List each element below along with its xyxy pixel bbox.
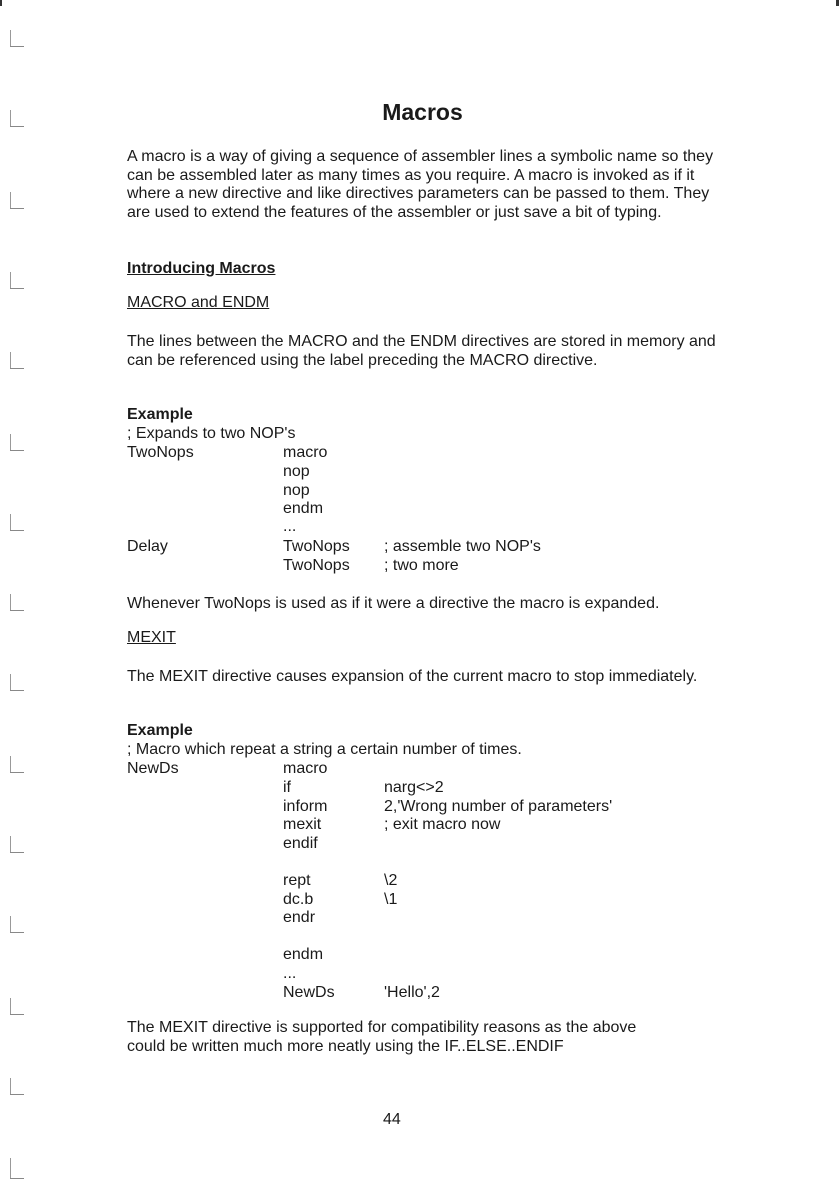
code-arg: ; assemble two NOP's bbox=[384, 538, 541, 555]
mexit-description: The MEXIT directive causes expansion of the current macro to stop immediately. bbox=[127, 668, 698, 685]
code-op: rept bbox=[283, 872, 311, 889]
code-op: NewDs bbox=[283, 984, 335, 1001]
code-comment: ; Expands to two NOP's bbox=[127, 425, 296, 442]
code-op: mexit bbox=[283, 816, 322, 833]
code-comment: ; Macro which repeat a string a certain number of times. bbox=[127, 741, 522, 758]
page-title: Macros bbox=[382, 99, 463, 125]
code-op: TwoNops bbox=[283, 538, 350, 555]
code-label: TwoNops bbox=[127, 444, 194, 461]
example-label: Example bbox=[127, 722, 193, 739]
code-op: macro bbox=[283, 760, 328, 777]
code-arg: 'Hello',2 bbox=[384, 984, 440, 1001]
macro-endm-subheading: MACRO and ENDM bbox=[127, 294, 270, 311]
page-number: 44 bbox=[383, 1111, 401, 1128]
code-op: endm bbox=[283, 500, 324, 517]
code-op: endif bbox=[283, 835, 318, 852]
code-op: macro bbox=[283, 444, 328, 461]
code-label: Delay bbox=[127, 538, 168, 555]
mexit-subheading: MEXIT bbox=[127, 629, 176, 646]
code-op: nop bbox=[283, 463, 310, 480]
code-op: inform bbox=[283, 798, 328, 815]
code-op: TwoNops bbox=[283, 557, 350, 574]
macro-endm-after: Whenever TwoNops is used as if it were a directive the macro is expanded. bbox=[127, 595, 660, 612]
code-op: if bbox=[283, 779, 291, 796]
macro-endm-description: The lines between the MACRO and the ENDM directives are stored in memory and can be referenced using the label preceding the MACRO directive. bbox=[127, 333, 716, 369]
code-arg: \1 bbox=[384, 891, 398, 908]
section-heading: Introducing Macros bbox=[127, 260, 276, 277]
intro-paragraph: A macro is a way of giving a sequence of assembler lines a symbolic name so they can be assembled later as many times as you require. A macro is invoked as if it where a new directive and like directives parameters can be passed to them. They are used to extend the features of the assembler or just save a bit of typing. bbox=[127, 148, 714, 221]
code-ellipsis: ... bbox=[283, 518, 297, 535]
corner-mark-left bbox=[0, 0, 2, 6]
code-arg: narg<>2 bbox=[384, 779, 444, 796]
code-arg: ; exit macro now bbox=[384, 816, 501, 833]
code-arg: 2,'Wrong number of parameters' bbox=[384, 798, 613, 815]
example-label: Example bbox=[127, 406, 193, 423]
code-label: NewDs bbox=[127, 760, 179, 777]
code-op: dc.b bbox=[283, 891, 314, 908]
mexit-after: The MEXIT directive is supported for compatibility reasons as the above could be written much more neatly using the IF..ELSE..ENDIF bbox=[127, 1019, 637, 1055]
code-arg: \2 bbox=[384, 872, 398, 889]
code-arg: ; two more bbox=[384, 557, 459, 574]
code-op: nop bbox=[283, 482, 310, 499]
code-op: endm bbox=[283, 946, 324, 963]
code-op: endr bbox=[283, 909, 316, 926]
code-ellipsis: ... bbox=[283, 965, 297, 982]
